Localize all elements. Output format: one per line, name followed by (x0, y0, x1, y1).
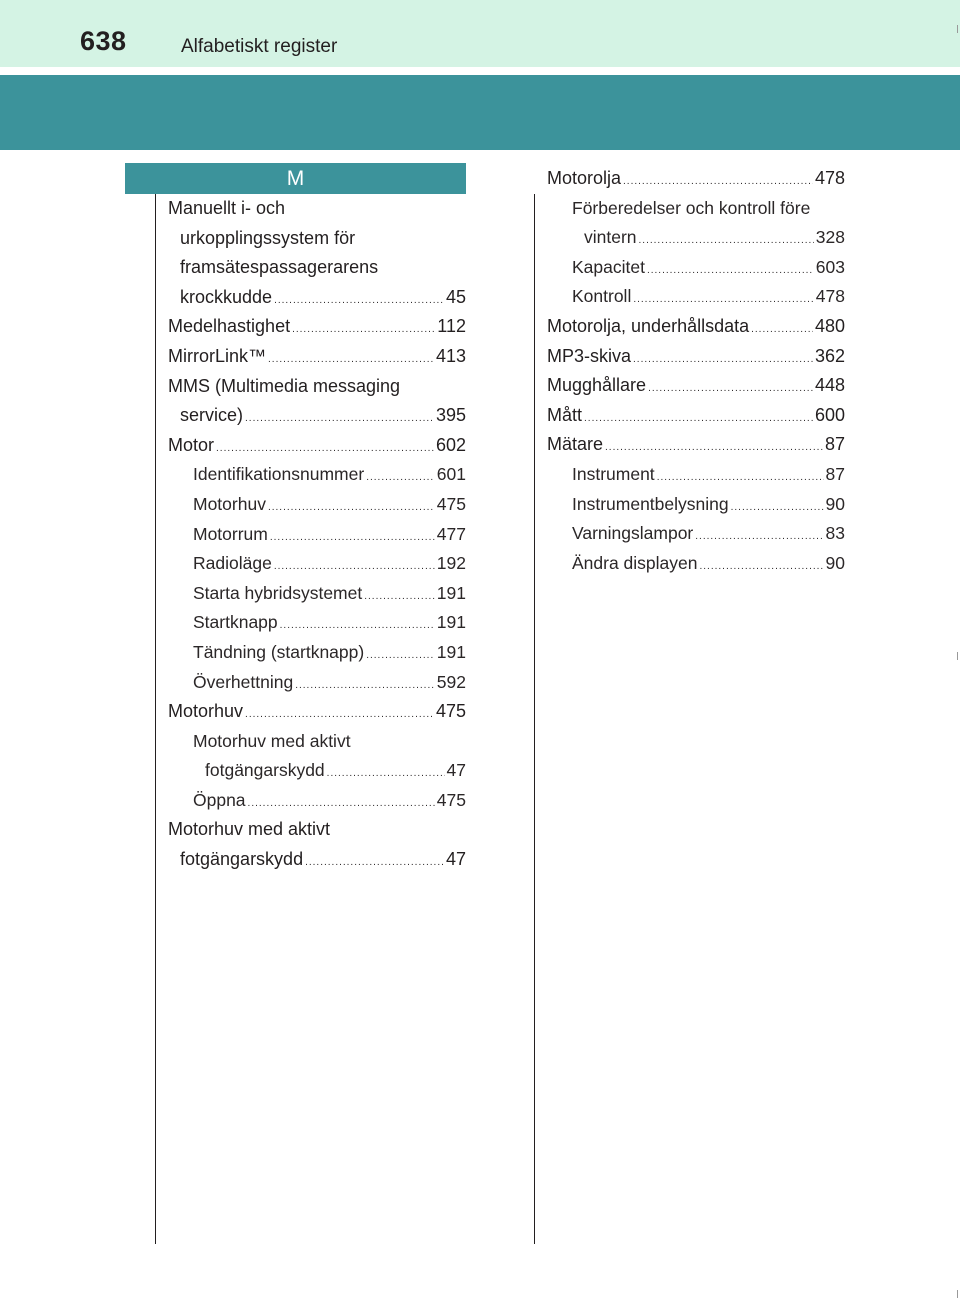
index-entry-term: krockkudde (180, 286, 273, 307)
index-entry (547, 253, 845, 283)
index-entry (168, 312, 466, 342)
index-entry (168, 727, 466, 757)
crop-mark (957, 652, 958, 660)
section-band (0, 75, 960, 150)
dot-leader (366, 463, 435, 493)
dot-leader (280, 611, 435, 641)
index-entry (168, 460, 466, 490)
index-entry-page: 87 (824, 434, 845, 455)
dot-leader (274, 286, 444, 316)
crop-mark (957, 25, 958, 33)
dot-leader (731, 493, 824, 523)
index-entry-page: 480 (814, 315, 845, 336)
index-entry-term: Öppna (193, 789, 246, 810)
index-entry (547, 282, 845, 312)
page-title: Alfabetiskt register (181, 36, 338, 57)
header-band (0, 0, 960, 67)
index-entry-term: Radioläge (193, 553, 272, 574)
index-entry-term: Medelhastighet (168, 316, 291, 337)
index-entry-page: 112 (437, 316, 466, 337)
index-entry-page: 45 (445, 286, 466, 307)
index-entry-page: 475 (436, 789, 466, 810)
index-entry-page: 475 (435, 701, 466, 722)
index-entry (168, 283, 466, 313)
index-entry (168, 372, 466, 402)
index-entry-term: Mått (547, 404, 583, 425)
index-entry-page: 413 (435, 345, 466, 366)
index-entry-term: Instrument (572, 463, 655, 484)
index-entry-term: fotgängarskydd (180, 849, 304, 870)
dot-leader (364, 582, 435, 612)
index-entry-page: 478 (815, 286, 845, 307)
index-column-left (168, 194, 466, 875)
index-entry (168, 342, 466, 372)
index-entry-term: Motorhuv med aktivt (168, 819, 331, 840)
index-entry-term: Identifikationsnummer (193, 464, 365, 485)
dot-leader (648, 374, 813, 404)
dot-leader (623, 167, 813, 197)
dot-leader (695, 522, 823, 552)
index-entry-term: Tändning (startknapp) (193, 641, 365, 662)
index-entry-page: 478 (814, 168, 845, 188)
dot-leader (366, 641, 435, 671)
index-entry-term: Motorhuv (168, 701, 244, 722)
dot-leader (305, 848, 444, 878)
index-entry-term: Instrumentbelysning (572, 493, 729, 514)
index-entry (168, 490, 466, 520)
index-entry-term: service) (180, 405, 244, 426)
index-entry-term: Kapacitet (572, 256, 645, 277)
index-entry-term: Motorhuv med aktivt (193, 730, 351, 751)
index-entry-page: 47 (445, 849, 466, 870)
index-entry (547, 371, 845, 401)
index-entry (168, 194, 466, 224)
dot-leader (248, 789, 435, 819)
index-entry-term: MMS (Multimedia messaging (168, 375, 401, 396)
index-entry-term: Motorrum (193, 523, 268, 544)
index-entry-term: vintern (584, 227, 637, 248)
index-entry (168, 756, 466, 786)
dot-leader (647, 256, 814, 286)
index-entry (547, 401, 845, 431)
index-entry (547, 194, 845, 224)
index-entry-term: Motor (168, 434, 215, 455)
section-letter-header: M (125, 163, 466, 194)
index-entry (168, 401, 466, 431)
index-entry (168, 549, 466, 579)
dot-leader (751, 315, 813, 345)
index-entry-page: 592 (436, 671, 466, 692)
index-entry (168, 253, 466, 283)
index-entry (168, 668, 466, 698)
index-entry-page: 191 (436, 641, 466, 662)
index-entry-page: 90 (825, 493, 845, 514)
index-entry (168, 697, 466, 727)
index-entry-term: MirrorLink™ (168, 345, 267, 366)
index-entry-term: urkopplingssystem för (180, 227, 356, 248)
index-entry-page: 475 (436, 493, 466, 514)
dot-leader (216, 434, 434, 464)
dot-leader (700, 552, 824, 582)
index-entry-term: Kontroll (572, 286, 632, 307)
index-entry (547, 312, 845, 342)
index-entry (547, 223, 845, 253)
index-entry (168, 520, 466, 550)
index-entry (168, 224, 466, 254)
index-entry-term: Överhettning (193, 671, 294, 692)
index-entry-page: 602 (435, 434, 466, 455)
index-entry-term: fotgängarskydd (205, 760, 325, 781)
index-entry-page: 328 (815, 227, 845, 248)
dot-leader (633, 345, 813, 375)
index-entry-term: Varningslampor (572, 523, 694, 544)
index-entry (168, 638, 466, 668)
index-entry (547, 549, 845, 579)
dot-leader (245, 404, 434, 434)
index-entry (547, 342, 845, 372)
dot-leader (657, 463, 824, 493)
index-entry-term: Motorolja (547, 168, 622, 188)
index-entry-page: 395 (435, 405, 466, 426)
index-entry (168, 786, 466, 816)
column-divider-left (155, 194, 156, 1244)
index-entry-page: 362 (814, 345, 845, 366)
index-entry (547, 430, 845, 460)
index-entry (547, 519, 845, 549)
index-entry-page: 448 (814, 375, 845, 396)
index-entry (168, 815, 466, 845)
dot-leader (268, 493, 435, 523)
index-entry-page: 90 (825, 552, 845, 573)
dot-leader (295, 671, 435, 701)
dot-leader (270, 523, 435, 553)
index-entry (168, 431, 466, 461)
index-entry-term: framsätespassagerarens (180, 257, 379, 278)
index-entry-term: Mätare (547, 434, 604, 455)
index-entry-page: 83 (825, 523, 845, 544)
index-entry (168, 579, 466, 609)
dot-leader (633, 285, 813, 315)
dot-leader (639, 226, 814, 256)
index-entry (547, 490, 845, 520)
page-number: 638 (80, 26, 127, 56)
index-entry-term: Ändra displayen (572, 552, 698, 573)
dot-leader (605, 433, 823, 463)
index-entry (547, 460, 845, 490)
index-entry (168, 608, 466, 638)
index-entry (547, 164, 845, 194)
dot-leader (292, 315, 435, 345)
index-entry-page: 600 (814, 404, 845, 425)
index-entry-page: 191 (436, 582, 466, 603)
crop-mark (957, 1290, 958, 1298)
index-entry-term: Manuellt i- och (168, 198, 286, 218)
index-entry-page: 191 (436, 612, 466, 633)
index-entry-page: 603 (815, 256, 845, 277)
index-entry (168, 845, 466, 875)
index-entry-term: Startknapp (193, 612, 278, 633)
index-entry-term: Motorolja, underhållsdata (547, 315, 750, 336)
index-entry-page: 477 (436, 523, 466, 544)
dot-leader (274, 552, 435, 582)
index-entry-page: 47 (446, 760, 466, 781)
column-divider-right (534, 194, 535, 1244)
dot-leader (245, 700, 434, 730)
index-entry-term: Motorhuv (193, 493, 266, 514)
dot-leader (327, 759, 445, 789)
index-entry-term: Starta hybridsystemet (193, 582, 363, 603)
index-entry-page: 601 (436, 464, 466, 485)
dot-leader (268, 345, 434, 375)
index-column-right (547, 164, 845, 578)
index-entry-page: 192 (436, 553, 466, 574)
index-entry-term: Förberedelser och kontroll före (572, 197, 811, 218)
index-entry-term: Mugghållare (547, 375, 647, 396)
index-entry-term: MP3-skiva (547, 345, 632, 366)
dot-leader (584, 404, 813, 434)
index-entry-page: 87 (825, 463, 845, 484)
